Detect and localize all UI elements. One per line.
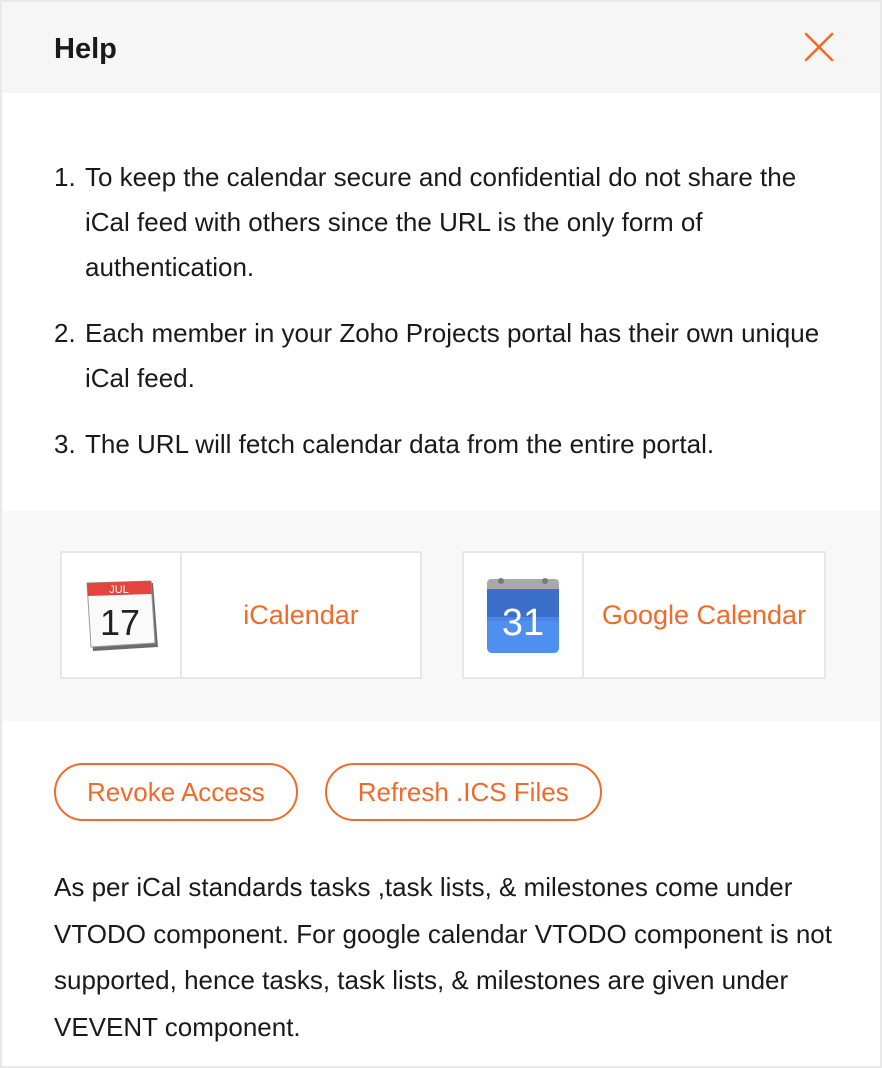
icalendar-option[interactable] [60, 551, 422, 679]
google-calendar-label: Google Calendar [601, 599, 807, 630]
calendar-options [2, 511, 880, 721]
vtodo-note: As per iCal standards tasks ,task lists, & milestones come under VTODO component. For google calendar VTODO component is not supported, hence tasks, task lists, & milestones are given under VEVENT component. [54, 872, 832, 1042]
list-item [54, 155, 834, 290]
icalendar-icon-cell [62, 553, 182, 677]
help-notes-list [54, 155, 834, 488]
icalendar-icon-month: JUL [109, 584, 129, 596]
google-calendar-option[interactable] [462, 551, 826, 679]
note-number: 2. [54, 318, 76, 348]
dialog-title: Help [54, 33, 117, 65]
icalendar-label: iCalendar [243, 599, 359, 630]
google-calendar-icon [483, 575, 563, 655]
apple-calendar-icon [81, 575, 161, 655]
google-calendar-icon-cell [464, 553, 584, 677]
icalendar-icon-day: 17 [99, 602, 141, 643]
revoke-access-button[interactable]: Revoke Access [54, 763, 298, 821]
note-text: Each member in your Zoho Projects portal has their own unique iCal feed. [85, 318, 820, 393]
note-text: The URL will fetch calendar data from the entire portal. [85, 429, 715, 459]
action-buttons [54, 763, 602, 821]
dialog-header [2, 2, 880, 93]
list-item [54, 422, 834, 467]
note-number: 3. [54, 429, 76, 459]
note-text: To keep the calendar secure and confidential do not share the iCal feed with others since the URL is the only form of authentication. [85, 162, 797, 282]
list-item [54, 311, 834, 401]
note-number: 1. [54, 162, 76, 192]
close-button[interactable] [803, 31, 835, 63]
close-icon [803, 31, 835, 63]
google-calendar-icon-day: 31 [501, 602, 545, 644]
refresh-ics-files-button[interactable]: Refresh .ICS Files [325, 763, 602, 821]
